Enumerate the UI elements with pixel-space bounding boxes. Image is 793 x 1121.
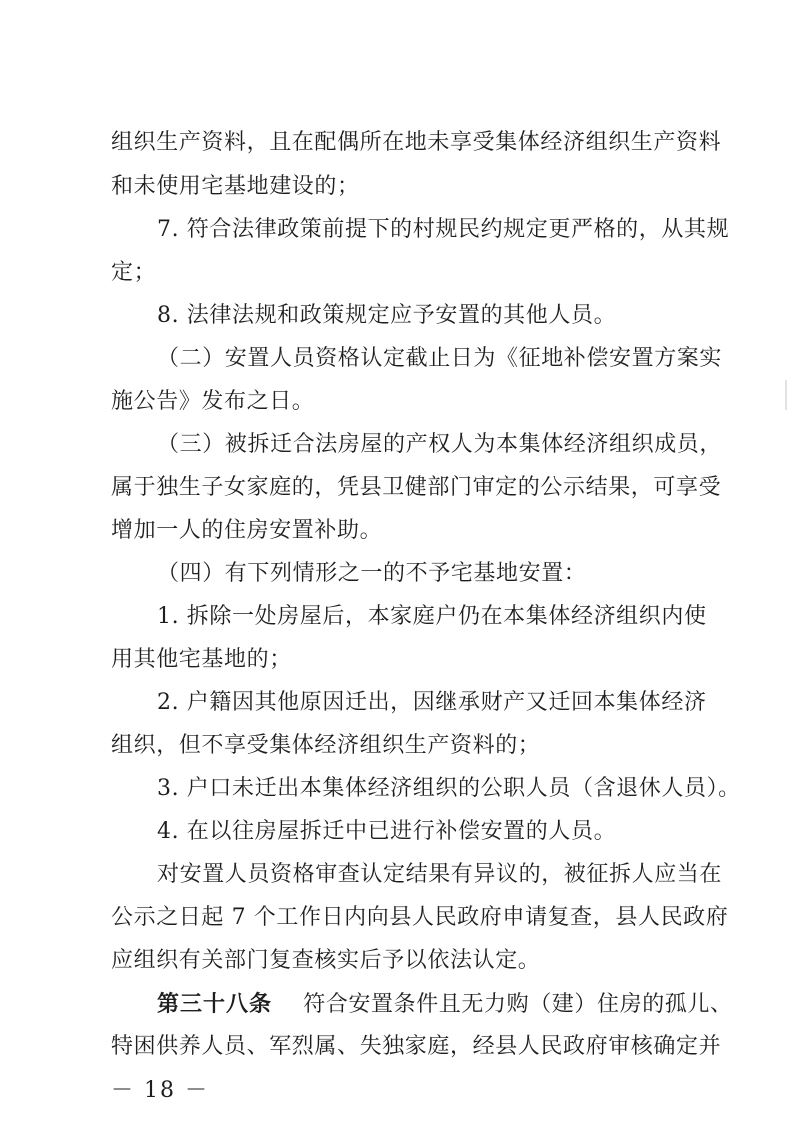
section-4-heading: （四）有下列情形之一的不予宅基地安置：: [157, 561, 587, 586]
paragraph-line: 组织生产资料，且在配偶所在地未享受集体经济组织生产资料: [111, 130, 722, 155]
paragraph-line: 定；: [111, 260, 157, 285]
paragraph-line: 施公告》发布之日。: [111, 389, 315, 414]
paragraph-line: 组织，但不享受集体经济组织生产资料的；: [111, 733, 541, 758]
section-2-heading: （二）安置人员资格认定截止日为《征地补偿安置方案实: [157, 346, 723, 371]
article-38-continuation: 特困供养人员、军烈属、失独家庭，经县人民政府审核确定并: [111, 1034, 722, 1059]
list-item-4: 4. 在以往房屋拆迁中已进行补偿安置的人员。: [157, 819, 617, 844]
paragraph-line: 属于独生子女家庭的，凭县卫健部门审定的公示结果，可享受: [111, 475, 722, 500]
article-text: 符合安置条件且无力购（建）住房的孤儿、: [303, 992, 733, 1017]
paragraph-line: 和未使用宅基地建设的；: [111, 174, 360, 199]
list-item-3: 3. 户口未迁出本集体经济组织的公职人员（含退休人员）。: [157, 776, 741, 801]
list-item-2: 2. 户籍因其他原因迁出，因继承财产又迁回本集体经济: [157, 690, 707, 715]
paragraph-line: 应组织有关部门复查核实后予以依法认定。: [111, 948, 541, 973]
paragraph-line: 用其他宅基地的；: [111, 647, 292, 672]
scan-edge-mark: [785, 380, 787, 410]
list-item-7: 7. 符合法律政策前提下的村规民约规定更严格的，从其规: [157, 217, 730, 242]
paragraph-line: 增加一人的住房安置补助。: [111, 518, 383, 543]
objection-paragraph: 对安置人员资格审查认定结果有异议的，被征拆人应当在: [157, 862, 723, 887]
list-item-1: 1. 拆除一处房屋后，本家庭户仍在本集体经济组织内使: [157, 604, 707, 629]
page-number: － 18 －: [111, 1078, 209, 1103]
article-label: 第三十八条: [157, 991, 273, 1017]
paragraph-line: 公示之日起 7 个工作日内向县人民政府申请复查，县人民政府: [111, 905, 729, 930]
section-3-heading: （三）被拆迁合法房屋的产权人为本集体经济组织成员，: [157, 432, 723, 457]
list-item-8: 8. 法律法规和政策规定应予安置的其他人员。: [157, 303, 617, 328]
article-38-line: [157, 989, 733, 1019]
